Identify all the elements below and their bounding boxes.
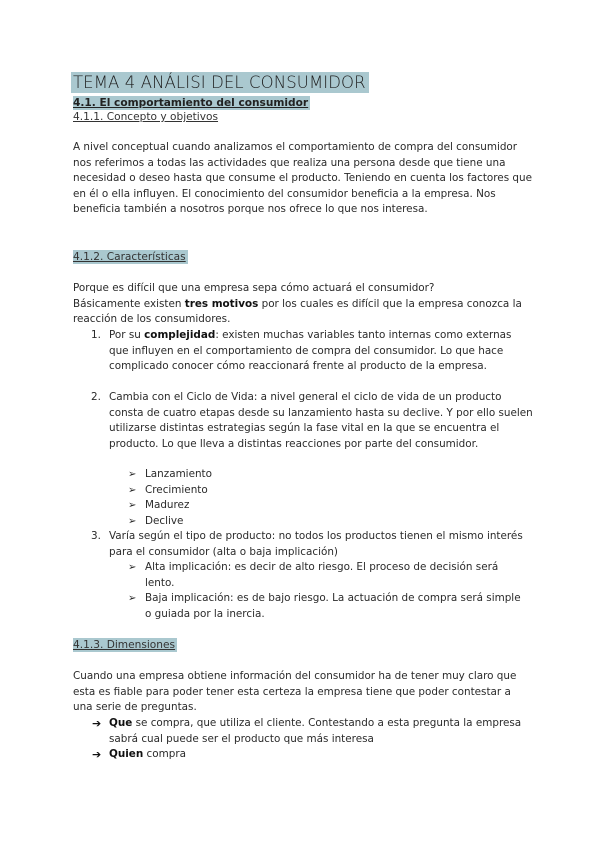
emphasis-complejidad: complejidad [144,329,216,341]
question-item-quien [109,747,534,763]
paragraph-caracteristicas [73,281,533,328]
emphasis-quien: Quien [109,748,144,760]
list-item-complejidad [109,328,534,375]
bullet-icon: ➢ [128,469,137,480]
emphasis-tres-motivos: tres motivos [184,297,259,310]
stage-item: Declive [145,515,184,527]
bullet-icon: ➢ [128,516,137,527]
stage-item: Lanzamiento [145,468,212,480]
section-heading: 4.1. El comportamiento del consumidor [73,97,309,109]
subsection-heading-dimensiones: 4.1.3. Dimensiones [73,639,176,651]
list-item-tipo-producto: Varía según el tipo de producto: no todos los productos tienen el mismo interés para el consumidor (alta o baja implicación) [109,530,523,558]
page-title: TEMA 4 ANÁLISI DEL CONSUMIDOR [71,72,369,93]
paragraph-text: por los cuales es difícil que la empresa conozca la reacción de los consumidores. [73,297,522,326]
list-number-3: 3. [91,530,101,542]
bullet-icon: ➢ [128,485,137,496]
paragraph-text: Básicamente existen [73,297,185,310]
list-number-1: 1. [91,329,101,341]
question-text: compra [143,748,186,760]
subsection-heading-caracteristicas: 4.1.2. Características [73,251,186,263]
paragraph-dimensiones: Cuando una empresa obtiene información del consumidor ha de tener muy claro que esta es fiable para poder tener esta certeza la empresa tiene que poder contestar a una serie de preguntas. [73,670,517,714]
list-item-text: Por su [109,329,145,341]
arrow-right-icon: ➔ [92,748,102,761]
stage-item: Madurez [145,499,190,511]
question-item-que [109,716,534,747]
paragraph-line: Porque es difícil que una empresa sepa cómo actuará el consumidor? [73,282,435,294]
implication-item-baja: Baja implicación: es de bajo riesgo. La actuación de compra será simple o guiada por la inercia. [145,592,521,620]
emphasis-que: Que [109,717,133,729]
subsection-heading-concepto: 4.1.1. Concepto y objetivos [73,111,219,123]
implication-item-alta: Alta implicación: es decir de alto riesgo. El proceso de decisión será lento. [145,561,499,589]
list-number-2: 2. [91,391,101,403]
paragraph-concepto: A nivel conceptual cuando analizamos el comportamiento de compra del consumidor nos referimos a todas las actividades que realiza una persona desde que tiene una necesidad o deseo hasta que consume el producto. Teniendo en cuenta los factores que en él o ella influyen. El conocimiento del consumidor beneficia a la empresa. Nos beneficia también a nosotros porque nos ofrece lo que nos interesa. [73,141,532,216]
bullet-icon: ➢ [128,562,137,573]
bullet-icon: ➢ [128,500,137,511]
question-text: se compra, que utiliza el cliente. Contestando a esta pregunta la empresa sabrá cual puede ser el producto que más interesa [109,717,522,745]
list-item-text: : existen muchas variables tanto internas como externas que influyen en el comportamiento de compra del consumidor. Lo que hace complicado conocer cómo reaccionará frente al producto de la empresa. [109,329,512,373]
arrow-right-icon: ➔ [92,717,102,730]
list-item-ciclo-vida: Cambia con el Ciclo de Vida: a nivel general el ciclo de vida de un producto consta de cuatro etapas desde su lanzamiento hasta su declive. Y por ello suelen utilizarse distintas estrategias según la fase vital en la que se encuentra el producto. Lo que lleva a distintas reacciones por parte del consumidor. [109,391,533,450]
bullet-icon: ➢ [128,593,137,604]
stage-item: Crecimiento [145,484,208,496]
